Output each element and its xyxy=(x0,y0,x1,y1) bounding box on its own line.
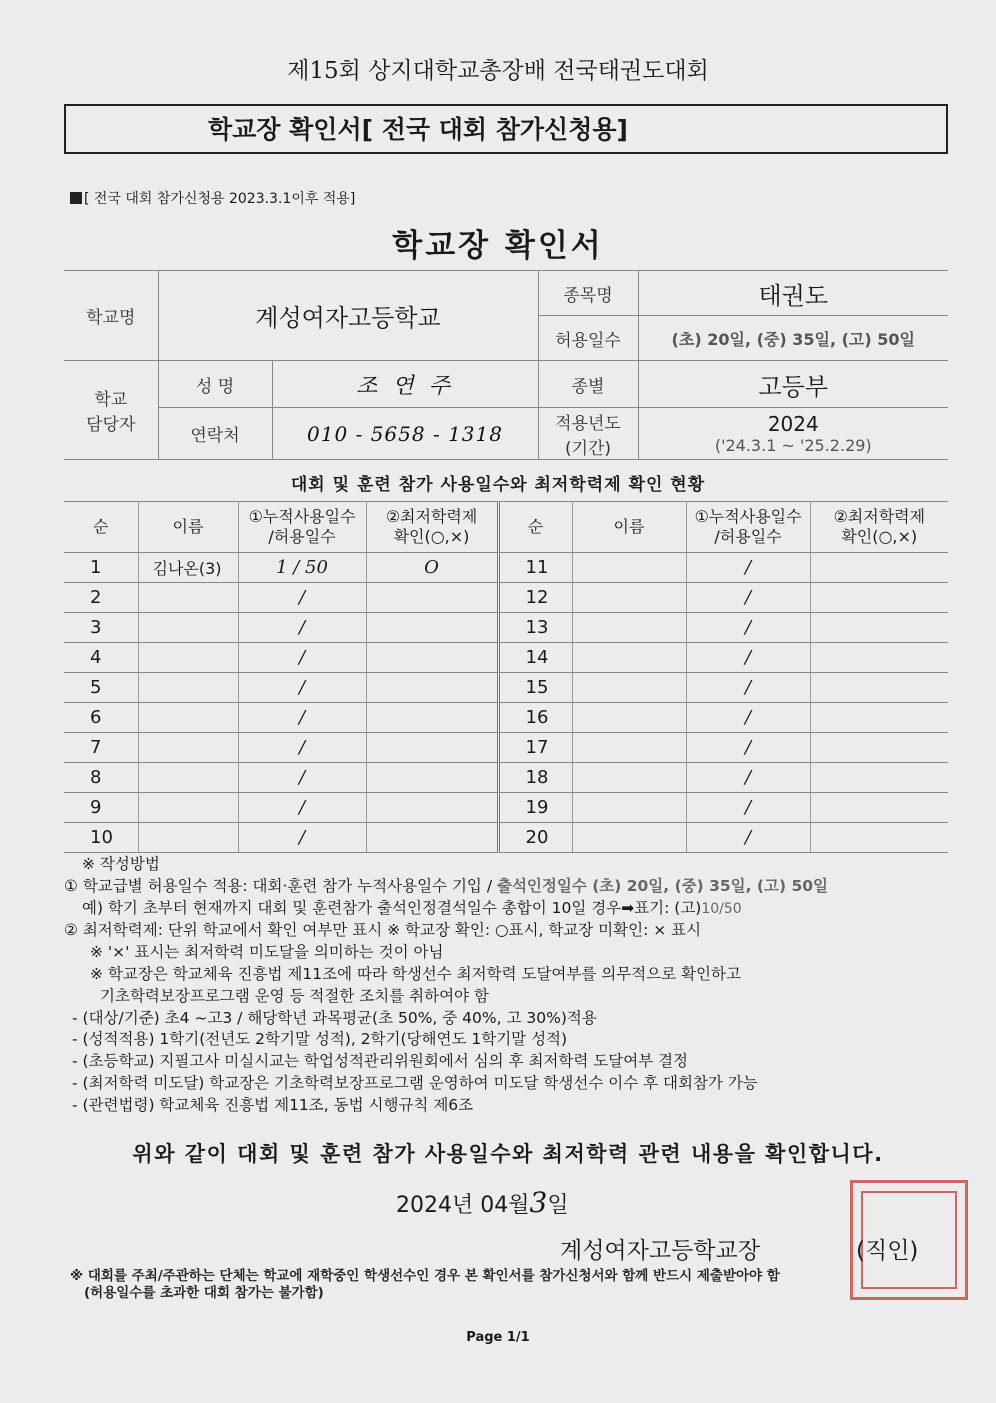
contact-person-label: 학교 담당자 xyxy=(64,361,158,460)
row-number: 2 xyxy=(64,583,138,613)
student-name xyxy=(138,583,238,613)
days-cell: / xyxy=(238,613,366,643)
box-title: 학교장 확인서[ 전국 대회 참가신청용] xyxy=(64,104,948,154)
student-name xyxy=(138,763,238,793)
allowed-days-label: 허용일수 xyxy=(538,316,638,361)
instruction-line: 예) 학기 초부터 현재까지 대회 및 훈련참가 출석인정결석일수 총합이 10일 경우➡표기: (고)10/50 xyxy=(82,898,742,917)
contact-phone: 010 - 5658 - 1318 xyxy=(272,408,538,460)
student-name xyxy=(572,613,686,643)
academic-cell xyxy=(810,733,948,763)
table-row xyxy=(64,763,948,793)
phone-label: 연락처 xyxy=(158,408,272,460)
student-name xyxy=(138,793,238,823)
instruction-line: - (최저학력 미도달) 학교장은 기초학력보장프로그램 운영하여 미도달 학생선수 이수 후 대회참가 가능 xyxy=(72,1073,758,1092)
academic-cell xyxy=(366,793,498,823)
student-name: 김나온(3) xyxy=(138,553,238,583)
roster-section-title: 대회 및 훈련 참가 사용일수와 최저학력제 확인 현황 xyxy=(290,475,706,495)
days-cell: / xyxy=(686,823,810,853)
student-name xyxy=(572,583,686,613)
days-cell: / xyxy=(238,733,366,763)
sport-value: 태권도 xyxy=(638,271,948,316)
row-number: 15 xyxy=(498,673,572,703)
days-cell: / xyxy=(686,673,810,703)
student-name xyxy=(572,643,686,673)
row-number: 14 xyxy=(498,643,572,673)
student-name xyxy=(138,613,238,643)
col-days: ①누적사용일수 /허용일수 xyxy=(686,502,810,553)
document-title: 학교장 확인서 xyxy=(392,228,604,264)
academic-cell xyxy=(810,823,948,853)
table-row xyxy=(64,613,948,643)
academic-cell xyxy=(366,583,498,613)
student-name xyxy=(572,763,686,793)
col-no: 순 xyxy=(64,502,138,553)
academic-cell xyxy=(366,733,498,763)
academic-cell xyxy=(810,613,948,643)
academic-cell xyxy=(810,703,948,733)
table-row xyxy=(64,553,948,583)
row-number: 1 xyxy=(64,553,138,583)
student-name xyxy=(138,673,238,703)
row-number: 20 xyxy=(498,823,572,853)
row-number: 9 xyxy=(64,793,138,823)
student-name xyxy=(138,823,238,853)
academic-cell: O xyxy=(366,553,498,583)
col-no: 순 xyxy=(498,502,572,553)
page-number: Page 1/1 xyxy=(466,1330,530,1345)
days-cell: / xyxy=(686,793,810,823)
table-row xyxy=(64,673,948,703)
days-cell: / xyxy=(238,673,366,703)
instructions-heading: ※ 작성방법 xyxy=(82,855,160,873)
days-cell: / xyxy=(238,583,366,613)
academic-cell xyxy=(366,763,498,793)
period-value: ('24.3.1 ~ '25.2.29) xyxy=(714,436,872,455)
academic-cell xyxy=(366,643,498,673)
academic-cell xyxy=(810,763,948,793)
days-cell: / xyxy=(238,703,366,733)
footnote: ※ 대회를 주최/주관하는 단체는 학교에 재학중인 학생선수인 경우 본 확인서를 참가신청서와 함께 반드시 제출받아야 함 (허용일수를 초과한 대회 참가는 불가함) xyxy=(70,1268,780,1301)
row-number: 7 xyxy=(64,733,138,763)
row-number: 6 xyxy=(64,703,138,733)
instruction-line: - (성적적용) 1학기(전년도 2학기말 성적), 2학기(당해연도 1학기말 성적) xyxy=(72,1030,568,1049)
days-cell: / xyxy=(686,643,810,673)
col-name: 이름 xyxy=(572,502,686,553)
academic-cell xyxy=(810,583,948,613)
applicability-note: [ 전국 대회 참가신청용 2023.3.1이후 적용] xyxy=(70,188,355,208)
signer-name: 계성여자고등학교장 xyxy=(560,1238,760,1264)
info-table xyxy=(64,270,948,460)
days-cell: / xyxy=(238,643,366,673)
student-name xyxy=(572,823,686,853)
instruction-line: ※ '×' 표시는 최저학력 미도달을 의미하는 것이 아님 xyxy=(90,943,444,962)
student-name xyxy=(572,733,686,763)
allowed-days-value: (초) 20일, (중) 35일, (고) 50일 xyxy=(638,316,948,361)
seal-label: (직인) xyxy=(856,1238,919,1264)
academic-cell xyxy=(366,673,498,703)
table-row xyxy=(64,733,948,763)
table-row xyxy=(64,583,948,613)
row-number: 16 xyxy=(498,703,572,733)
col-academic: ②최저학력제 확인(○,×) xyxy=(366,502,498,553)
name-label: 성 명 xyxy=(158,361,272,408)
row-number: 4 xyxy=(64,643,138,673)
student-name xyxy=(572,793,686,823)
year-label: 적용년도 (기간) xyxy=(538,408,638,460)
instructions xyxy=(64,854,944,1117)
student-name xyxy=(572,673,686,703)
instruction-line: - (대상/기준) 초4 ~고3 / 해당학년 과목평균(초 50%, 중 40%, 고 30%)적용 xyxy=(72,1008,597,1027)
row-number: 11 xyxy=(498,553,572,583)
instruction-line: 기초학력보장프로그램 운영 등 적절한 조치를 취하여야 함 xyxy=(100,986,489,1005)
col-academic: ②최저학력제 확인(○,×) xyxy=(810,502,948,553)
instruction-line: - (관련법령) 학교체육 진흥법 제11조, 동법 시행규칙 제6조 xyxy=(72,1095,474,1114)
academic-cell xyxy=(366,613,498,643)
event-title: 제15회 상지대학교총장배 전국태권도대회 xyxy=(287,58,709,84)
row-number: 3 xyxy=(64,613,138,643)
table-row xyxy=(64,703,948,733)
academic-cell xyxy=(810,793,948,823)
school-name: 계성여자고등학교 xyxy=(158,271,538,361)
student-name xyxy=(138,733,238,763)
academic-cell xyxy=(810,553,948,583)
academic-cell xyxy=(810,673,948,703)
days-cell: / xyxy=(686,583,810,613)
category-value: 고등부 xyxy=(638,361,948,408)
row-number: 19 xyxy=(498,793,572,823)
student-name xyxy=(572,553,686,583)
instruction-line: - (초등학교) 지필고사 미실시교는 학업성적관리위원회에서 심의 후 최저학력 도달여부 결정 xyxy=(72,1052,689,1071)
instruction-line: ② 최저학력제: 단위 학교에서 확인 여부만 표시 ※ 학교장 확인: ○표시, 학교장 미확인: × 표시 xyxy=(64,921,702,940)
days-cell: / xyxy=(238,793,366,823)
days-cell: / xyxy=(686,613,810,643)
instruction-line: ① 학교급별 허용일수 적용: 대회·훈련 참가 누적사용일수 기입 / 출석인정일수 (초) 20일, (중) 35일, (고) 50일 xyxy=(64,876,829,895)
days-cell: / xyxy=(686,703,810,733)
school-label: 학교명 xyxy=(64,271,158,361)
row-number: 10 xyxy=(64,823,138,853)
category-label: 종별 xyxy=(538,361,638,408)
days-cell: / xyxy=(238,823,366,853)
year-value: 2024 ('24.3.1 ~ '25.2.29) xyxy=(638,408,948,460)
student-name xyxy=(138,703,238,733)
days-cell: / xyxy=(686,733,810,763)
col-days: ①누적사용일수 /허용일수 xyxy=(238,502,366,553)
roster-table xyxy=(64,501,948,853)
signing-date: 2024년 04월3일 xyxy=(396,1186,569,1219)
table-row xyxy=(64,793,948,823)
sport-label: 종목명 xyxy=(538,271,638,316)
col-name: 이름 xyxy=(138,502,238,553)
row-number: 17 xyxy=(498,733,572,763)
row-number: 18 xyxy=(498,763,572,793)
row-number: 8 xyxy=(64,763,138,793)
contact-name: 조 연 주 xyxy=(272,361,538,408)
student-name xyxy=(572,703,686,733)
row-number: 13 xyxy=(498,613,572,643)
table-row xyxy=(64,823,948,853)
student-name xyxy=(138,643,238,673)
academic-cell xyxy=(366,703,498,733)
academic-cell xyxy=(366,823,498,853)
days-cell: / xyxy=(238,763,366,793)
instruction-line: ※ 학교장은 학교체육 진흥법 제11조에 따라 학생선수 최저학력 도달여부를 의무적으로 확인하고 xyxy=(90,964,741,983)
days-cell: 1 / 50 xyxy=(238,553,366,583)
academic-cell xyxy=(810,643,948,673)
days-cell: / xyxy=(686,763,810,793)
days-cell: / xyxy=(686,553,810,583)
square-bullet-icon xyxy=(70,192,82,204)
row-number: 12 xyxy=(498,583,572,613)
table-row xyxy=(64,643,948,673)
confirmation-statement: 위와 같이 대회 및 훈련 참가 사용일수와 최저학력 관련 내용을 확인합니다. xyxy=(132,1142,884,1166)
row-number: 5 xyxy=(64,673,138,703)
